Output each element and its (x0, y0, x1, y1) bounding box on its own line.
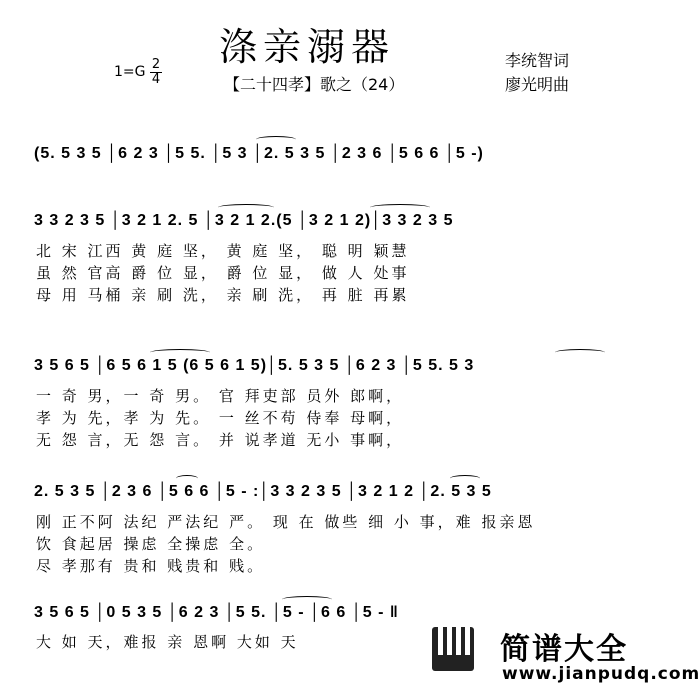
lyric-line-3-verse-3: 无 怨 言，无 怨 言。 并 说孝道 无小 事啊， (36, 431, 405, 449)
composer: 廖光明曲 (505, 75, 570, 94)
notation-line-1: (5. 5 3 5 │6 2 3 │5 5. │5 3 │2. 5 3 5 │2 3 6 │5 6 6 │5 -) (34, 145, 484, 162)
lyric-line-3-verse-1: 一 奇 男，一 奇 男。 官 拜吏部 员外 郎啊， (36, 387, 405, 405)
notation-line-4: 2. 5 3 5 │2 3 6 │5 6 6 │5 - :│3 3 2 3 5 │3 2 1 2 │2. 5 3 5 (34, 483, 492, 500)
watermark-site-name: 简谱大全 (500, 632, 628, 667)
underline-guide-1 (40, 164, 660, 165)
lyric-line-2-verse-3: 母 用 马桶 亲 刷 洗， 亲 刷 洗， 再 脏 再累 (36, 286, 410, 304)
slur-mark (176, 475, 198, 482)
lyric-line-5-verse-1: 大 如 天，难报 亲 恩啊 大如 天 (36, 633, 299, 651)
slur-mark (555, 349, 605, 356)
slur-mark (150, 349, 210, 356)
song-subtitle: 【二十四孝】歌之（24） (224, 75, 405, 94)
watermark-url: www.jianpudq.com (502, 664, 700, 684)
lyric-line-3-verse-2: 孝 为 先，孝 为 先。 一 丝不苟 侍奉 母啊， (36, 409, 405, 427)
notation-line-3: 3 5 6 5 │6 5 6 1 5 (6 5 6 1 5)│5. 5 3 5 │6 2 3 │5 5. 5 3 (34, 357, 475, 374)
key-signature: 1=G (114, 64, 146, 80)
slur-mark (282, 596, 332, 603)
slur-mark (450, 475, 480, 482)
slur-mark (218, 204, 274, 211)
slur-mark (370, 204, 430, 211)
lyric-line-4-verse-2: 饮 食起居 操虑 全操虑 全。 (36, 535, 266, 553)
notation-line-2: 3 3 2 3 5 │3 2 1 2. 5 │3 2 1 2.(5 │3 2 1 2)│3 3 2 3 5 (34, 212, 454, 229)
song-title: 涤亲溺器 (219, 25, 396, 69)
piano-keys-logo-icon (432, 627, 474, 671)
time-signature-bottom: 4 (151, 72, 161, 87)
lyric-line-4-verse-1: 刚 正不阿 法纪 严法纪 严。 现 在 做些 细 小 事，难 报亲恩 (36, 513, 536, 531)
slur-mark (256, 136, 296, 143)
time-signature-top: 2 (151, 57, 161, 72)
lyricist: 李统智词 (505, 51, 570, 70)
notation-line-5: 3 5 6 5 │0 5 3 5 │6 2 3 │5 5. │5 - │6 6 │5 - ‖ (34, 604, 399, 621)
lyric-line-4-verse-3: 尽 孝那有 贵和 贱贵和 贱。 (36, 557, 266, 575)
lyric-line-2-verse-1: 北 宋 江西 黄 庭 坚， 黄 庭 坚， 聪 明 颖慧 (36, 242, 410, 260)
time-signature (150, 58, 162, 87)
lyric-line-2-verse-2: 虽 然 官高 爵 位 显， 爵 位 显， 做 人 处事 (36, 264, 410, 282)
